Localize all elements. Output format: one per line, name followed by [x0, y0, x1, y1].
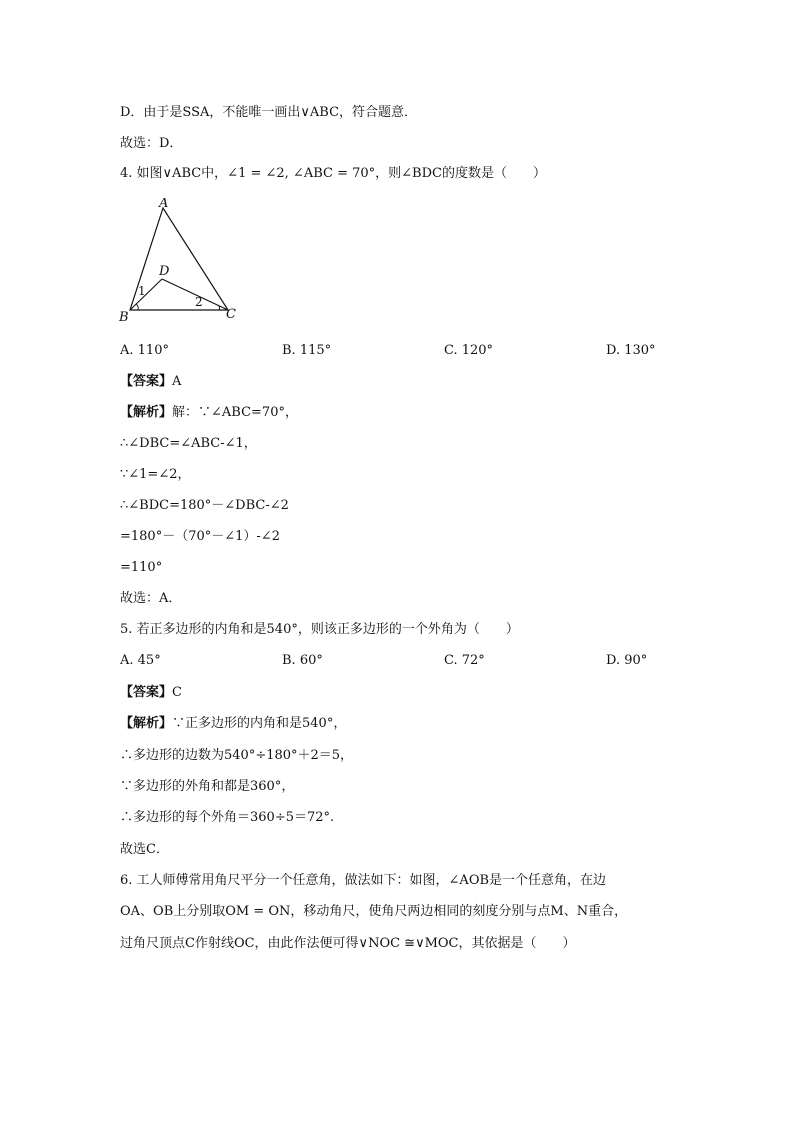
q4-answer — [120, 372, 181, 392]
label-b: B — [119, 310, 129, 325]
angle-1-arc — [136, 304, 138, 310]
text-line: 故选：D． — [120, 136, 183, 151]
text-line: =110° — [120, 560, 163, 575]
label-angle-1: 1 — [138, 284, 146, 298]
label-d: D — [159, 264, 170, 279]
text-line: 故选：A． — [120, 591, 182, 606]
question-4: 4. 如图∨ABC中，∠1 = ∠2, ∠ABC = 70°，则∠BDC的度数是（ ） — [120, 166, 546, 181]
label-c: C — [226, 307, 236, 322]
answer-value: C — [172, 685, 182, 700]
answer-tag: 【答案】 — [120, 685, 173, 700]
analysis-tag: 【解析】 — [120, 716, 173, 731]
q5-analysis — [120, 714, 346, 734]
q4-option-a: A. 110° — [120, 343, 169, 358]
text-line: D．由于是SSA，不能唯一画出∨ABC，符合题意． — [120, 105, 418, 120]
text-line: OA、OB上分别取OM = ON，移动角尺，使角尺两边相同的刻度分别与点M、N重合， — [120, 904, 628, 919]
text-line: ∴∠BDC=180°－∠DBC-∠2 — [120, 498, 289, 513]
label-angle-2: 2 — [195, 295, 203, 309]
q4-analysis — [120, 403, 298, 423]
label-a: A — [159, 198, 169, 211]
text-line: 故选C． — [120, 842, 169, 857]
q5-option-b: B. 60° — [282, 653, 323, 668]
q5-answer — [120, 683, 182, 703]
analysis-text: 解：∵∠ABC=70°， — [172, 405, 298, 420]
text-line: =180°－（70°－∠1）-∠2 — [120, 529, 280, 544]
text-line: ∵∠1=∠2， — [120, 467, 191, 482]
question-5: 5. 若正多边形的内角和是540°，则该正多边形的一个外角为（ ） — [120, 622, 519, 637]
analysis-text: ∵正多边形的内角和是540°， — [172, 716, 347, 731]
q5-option-c: C. 72° — [444, 653, 485, 668]
question-6: 6. 工人师傅常用角尺平分一个任意角，做法如下：如图，∠AOB是一个任意角，在边 — [120, 873, 607, 888]
answer-tag: 【答案】 — [120, 374, 173, 389]
q4-option-d: D. 130° — [606, 343, 656, 358]
text-line: ∴∠DBC=∠ABC-∠1， — [120, 436, 257, 451]
q5-option-d: D. 90° — [606, 653, 648, 668]
q4-option-c: C. 120° — [444, 343, 494, 358]
text-line: ∴多边形的每个外角＝360÷5＝72°. — [120, 810, 335, 825]
q5-option-a: A. 45° — [120, 653, 161, 668]
text-line: ∴多边形的边数为540°÷180°＋2＝5， — [120, 748, 354, 763]
text-line: ∵多边形的外角和都是360°， — [120, 779, 295, 794]
q4-option-b: B. 115° — [282, 343, 332, 358]
angle-2-arc — [219, 306, 220, 310]
triangle-figure — [116, 198, 246, 326]
answer-value: A — [172, 374, 182, 389]
analysis-tag: 【解析】 — [120, 405, 173, 420]
text-line: 过角尺顶点C作射线OC，由此作法便可得∨NOC ≅∨MOC，其依据是（ ） — [120, 936, 576, 951]
